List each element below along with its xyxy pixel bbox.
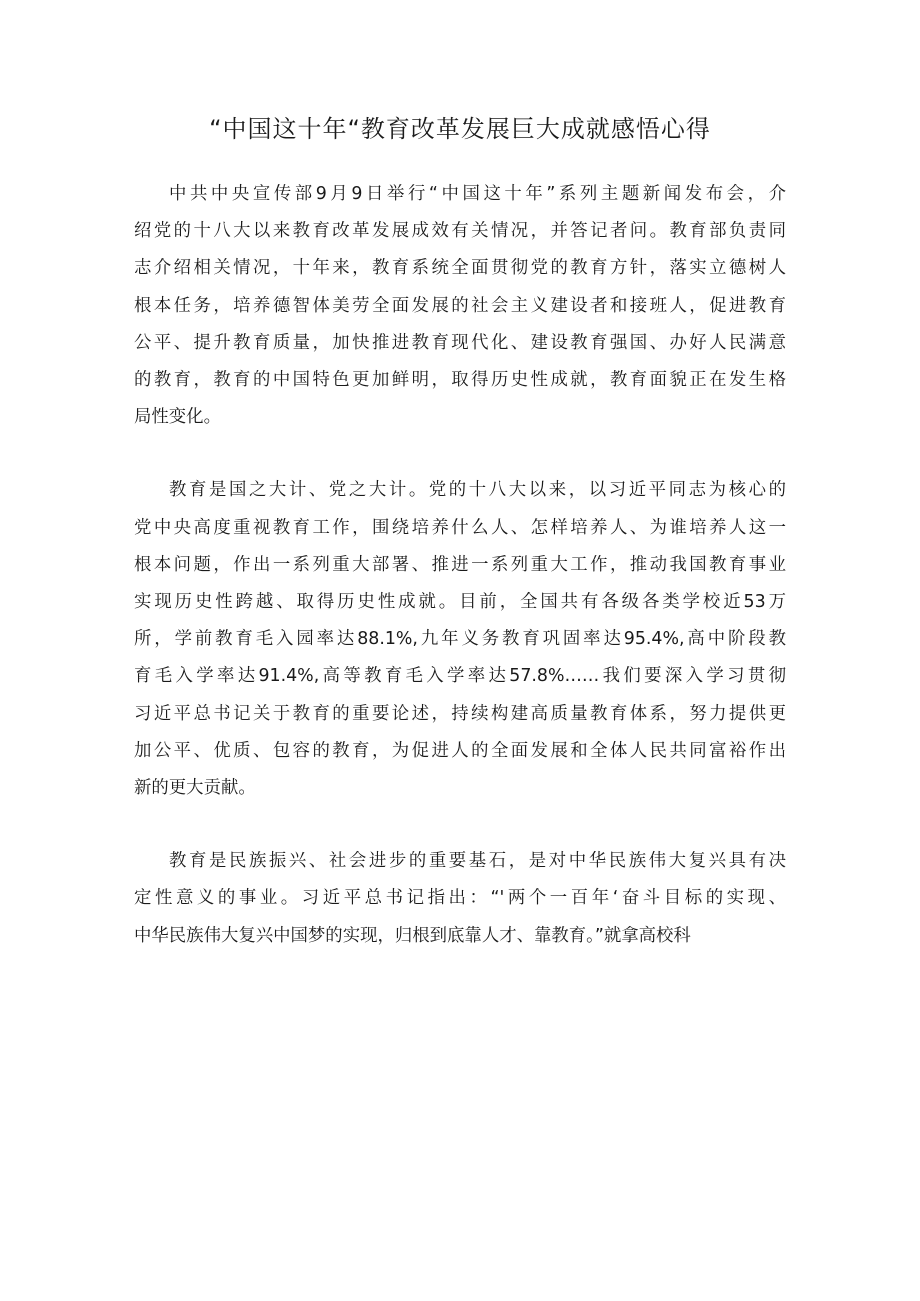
text-line: 绍党的十八大以来教育改革发展成效有关情况，并答记者问。教育部负责同 [134, 221, 786, 242]
text-line: 定性意义的事业。习近平总书记指出：“'两个一百年‘奋斗目标的实现、 [134, 888, 786, 909]
document-body [134, 176, 786, 955]
paragraph-3 [134, 843, 786, 955]
text-line: 志介绍相关情况，十年来，教育系统全面贯彻党的教育方针，落实立德树人 [134, 258, 786, 279]
text-line: 习近平总书记关于教育的重要论述，持续构建高质量教育体系，努力提供更 [134, 703, 786, 724]
text-line: 教育是国之大计、党之大计。党的十八大以来，以习近平同志为核心的 [169, 480, 786, 501]
text-line: 的教育，教育的中国特色更加鲜明，取得历史性成就，教育面貌正在发生格 [134, 370, 786, 391]
text-line: 局性变化。 [134, 407, 221, 428]
text-line: 育毛入学率达91.4%,高等教育毛入学率达57.8%……我们要深入学习贯彻 [134, 666, 786, 687]
document-title: “中国这十年“教育改革发展巨大成就感悟心得 [209, 115, 711, 143]
text-line: 所，学前教育毛入园率达88.1%,九年义务教育巩固率达95.4%,高中阶段教 [134, 629, 786, 650]
text-line: 党中央高度重视教育工作，围绕培养什么人、怎样培养人、为谁培养人这一 [134, 517, 786, 538]
text-line: 公平、提升教育质量，加快推进教育现代化、建设教育强国、办好人民满意 [134, 332, 786, 353]
text-line: 根本任务，培养德智体美劳全面发展的社会主义建设者和接班人，促进教育 [134, 295, 786, 316]
text-line: 教育是民族振兴、社会进步的重要基石，是对中华民族伟大复兴具有决 [169, 851, 786, 872]
text-line: 中共中央宣传部9月9日举行“中国这十年”系列主题新闻发布会，介 [169, 184, 786, 204]
text-line: 中华民族伟大复兴中国梦的实现，归根到底靠人才、靠教育。”就拿高校科 [134, 925, 691, 946]
paragraph-1 [134, 176, 786, 436]
text-line: 加公平、优质、包容的教育，为促进人的全面发展和全体人民共同富裕作出 [134, 740, 786, 761]
text-line: 根本问题，作出一系列重大部署、推进一系列重大工作，推动我国教育事业 [134, 554, 786, 575]
text-line: 新的更大贡献。 [134, 778, 256, 799]
text-line: 实现历史性跨越、取得历史性成就。目前，全国共有各级各类学校近53万 [134, 592, 786, 613]
paragraph-2 [134, 472, 786, 807]
